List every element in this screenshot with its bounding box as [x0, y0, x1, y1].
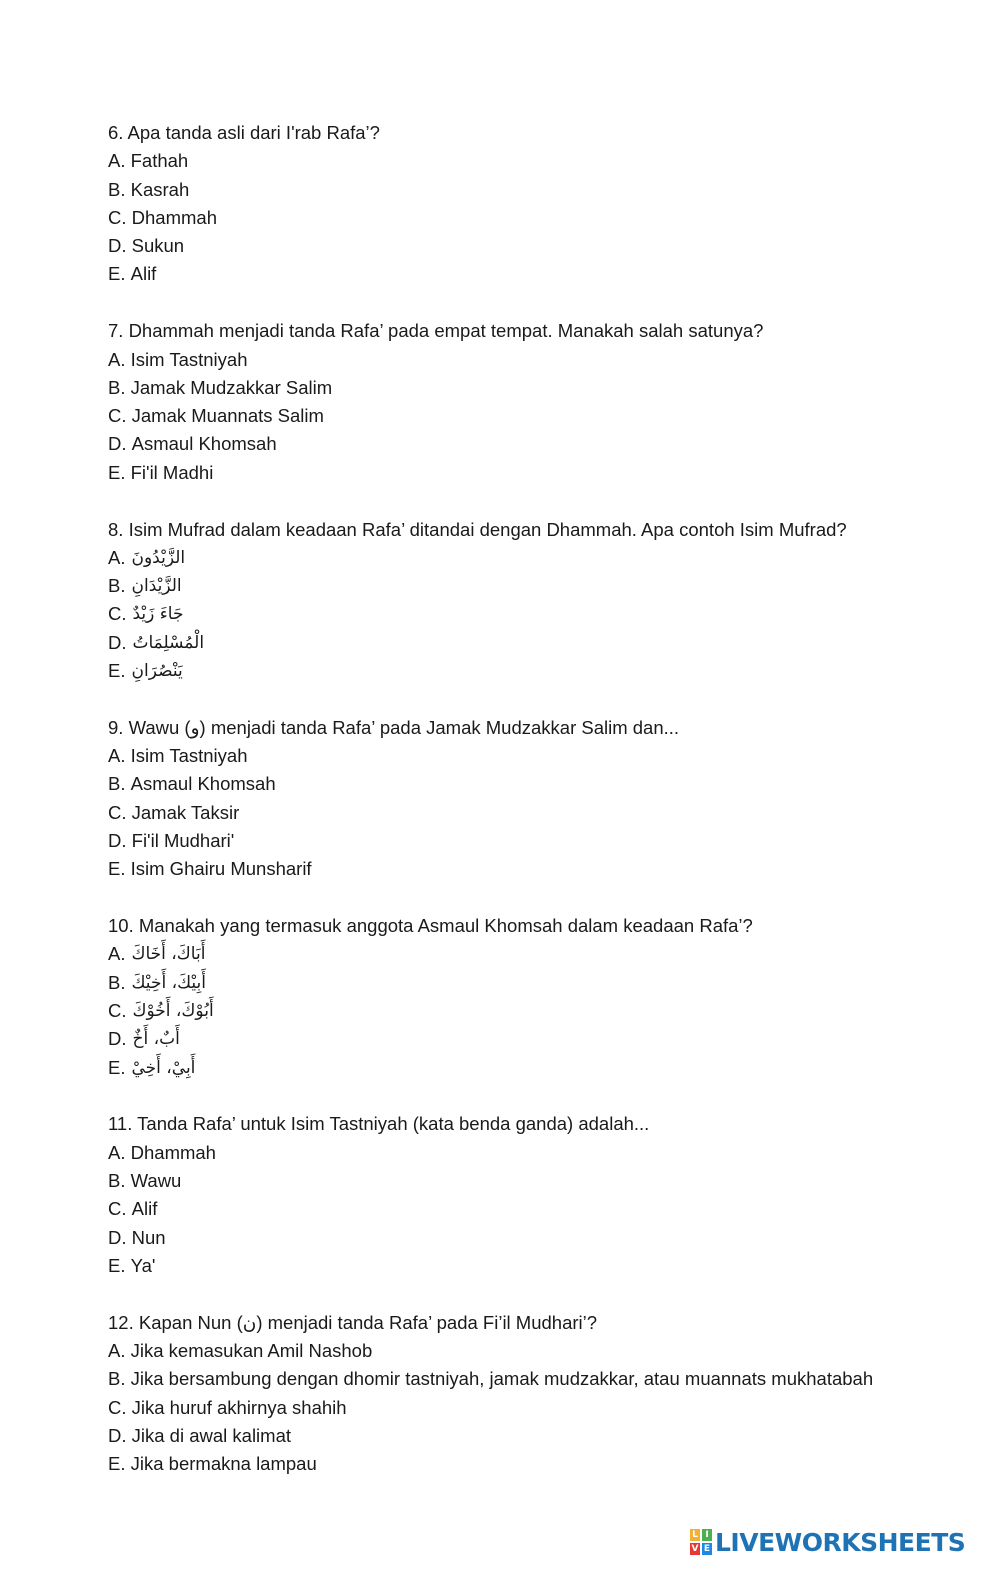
liveworksheets-logo[interactable] [690, 1527, 965, 1557]
option-arabic-text: يَنْصُرَانِ [131, 661, 183, 682]
answer-option[interactable] [108, 1139, 968, 1167]
answer-option[interactable] [108, 600, 968, 628]
logo-mark-square: E [703, 1543, 711, 1554]
option-letter: C. [108, 801, 127, 823]
option-letter: B. [108, 773, 126, 795]
option-text: Sukun [131, 235, 185, 257]
option-letter: C. [108, 1198, 127, 1220]
answer-option[interactable] [108, 969, 968, 997]
option-letter: E. [108, 660, 126, 682]
answer-option[interactable] [108, 657, 968, 685]
option-text: Asmaul Khomsah [130, 773, 276, 795]
answer-option[interactable] [108, 204, 968, 232]
answer-option[interactable] [108, 629, 968, 657]
option-text: Fi'il Madhi [130, 461, 214, 483]
option-letter: A. [108, 1141, 126, 1163]
option-letter: D. [108, 830, 127, 852]
question-prompt: 11. Tanda Rafa’ untuk Isim Tastniyah (kata benda ganda) adalah... [108, 1113, 650, 1135]
logo-mark-square: I [702, 1529, 712, 1541]
question-prompt: 7. Dhammah menjadi tanda Rafa’ pada empat tempat. Manakah salah satunya? [108, 320, 764, 342]
option-letter: A. [108, 546, 126, 568]
option-text: Wawu [130, 1170, 182, 1191]
option-letter: E. [108, 1453, 126, 1475]
option-text: Isim Tastniyah [130, 348, 248, 370]
question-prompt: 8. Isim Mufrad dalam keadaan Rafa’ ditandai dengan Dhammah. Apa contoh Isim Mufrad? [108, 518, 847, 540]
option-letter: C. [108, 603, 127, 625]
option-letter: D. [108, 433, 127, 455]
option-text: Isim Tastniyah [130, 745, 248, 767]
option-letter: B. [108, 575, 126, 597]
option-text: Kasrah [130, 178, 190, 200]
option-letter: A. [108, 943, 126, 965]
logo-mark-square: L [690, 1529, 700, 1541]
answer-option[interactable] [108, 1365, 968, 1393]
option-letter: E. [108, 1056, 126, 1078]
answer-option[interactable] [108, 572, 968, 600]
option-letter: A. [108, 1339, 126, 1361]
option-text: Alif [130, 263, 157, 285]
logo-text: LIVEWORKSHEETS [715, 1527, 966, 1557]
answer-option[interactable] [108, 374, 968, 402]
option-arabic-text: أَبٌ، أَخٌ [132, 1029, 180, 1050]
answer-option[interactable] [108, 1054, 968, 1082]
question-block [108, 516, 968, 686]
option-arabic-text: أَبُوْكَ، أَخُوْكَ [132, 1001, 214, 1022]
question-prompt: 12. Kapan Nun (ن) menjadi tanda Rafa’ pada Fi’il Mudhari’? [108, 1311, 598, 1333]
option-arabic-text: الزَّيْدَانِ [131, 576, 182, 597]
option-letter: B. [108, 1368, 126, 1390]
option-letter: B. [108, 971, 126, 993]
option-arabic-text: جَاءَ زَيْدٌ [132, 604, 184, 625]
answer-option[interactable] [108, 1422, 968, 1450]
answer-option[interactable] [108, 544, 968, 572]
answer-option[interactable] [108, 997, 968, 1025]
question-block [108, 119, 968, 289]
answer-option[interactable] [108, 1450, 968, 1478]
answer-option[interactable] [108, 1224, 968, 1252]
answer-option[interactable] [108, 176, 968, 204]
answer-option[interactable] [108, 799, 968, 827]
option-text: Jika di awal kalimat [131, 1424, 292, 1446]
option-letter: D. [108, 235, 127, 257]
question-block [108, 1309, 968, 1479]
question-prompt: 6. Apa tanda asli dari I'rab Rafa’? [108, 122, 380, 143]
option-text: Dhammah [131, 206, 217, 228]
question-prompt: 10. Manakah yang termasuk anggota Asmaul Khomsah dalam keadaan Rafa’? [108, 915, 753, 937]
answer-option[interactable] [108, 346, 968, 374]
option-letter: E. [108, 263, 126, 285]
logo-mark-square: V [691, 1543, 699, 1554]
answer-option[interactable] [108, 1252, 968, 1280]
answer-option[interactable] [108, 1167, 968, 1195]
option-text: Jamak Muannats Salim [131, 405, 324, 427]
answer-option[interactable] [108, 742, 968, 770]
option-letter: C. [108, 206, 127, 228]
answer-option[interactable] [108, 459, 968, 487]
question-prompt: 9. Wawu (و) menjadi tanda Rafa’ pada Jamak Mudzakkar Salim dan... [108, 716, 680, 738]
option-text: Asmaul Khomsah [131, 433, 277, 455]
answer-option[interactable] [108, 1195, 968, 1223]
option-text: Ya' [130, 1254, 156, 1276]
option-letter: E. [108, 858, 126, 880]
answer-option[interactable] [108, 1025, 968, 1053]
answer-option[interactable] [108, 232, 968, 260]
option-arabic-text: أَبَاكَ، أَخَاكَ [131, 944, 206, 965]
option-arabic-text: أَبِيْ، أَخِيْ [131, 1057, 196, 1078]
option-letter: D. [108, 631, 127, 653]
option-letter: E. [108, 461, 126, 483]
option-text: Nun [131, 1226, 166, 1248]
option-letter: E. [108, 1254, 126, 1276]
option-letter: B. [108, 178, 126, 200]
logo-mark-icon [690, 1529, 712, 1555]
question-block [108, 1110, 968, 1280]
answer-option[interactable] [108, 827, 968, 855]
answer-option[interactable] [108, 260, 968, 288]
answer-option[interactable] [108, 1337, 968, 1365]
option-letter: A. [108, 150, 126, 172]
option-text: Jamak Taksir [131, 801, 240, 823]
option-arabic-text: أَبِيْكَ، أَخِيْكَ [131, 972, 206, 993]
answer-option[interactable] [108, 147, 968, 175]
option-text: Jika bersambung dengan dhomir tastniyah, jamak mudzakkar, atau muannats mukhatabah [130, 1368, 874, 1390]
option-text: Fathah [130, 150, 189, 172]
option-text: Jamak Mudzakkar Salim [130, 376, 333, 398]
option-text: Isim Ghairu Munsharif [130, 858, 312, 880]
option-letter: C. [108, 405, 127, 427]
option-letter: A. [108, 348, 126, 370]
option-letter: C. [108, 1396, 127, 1418]
option-text: Alif [131, 1198, 158, 1220]
answer-option[interactable] [108, 855, 968, 883]
option-text: Dhammah [130, 1141, 216, 1163]
option-text: Jika huruf akhirnya shahih [131, 1396, 347, 1418]
answer-option[interactable] [108, 430, 968, 458]
option-text: Jika kemasukan Amil Nashob [130, 1339, 373, 1361]
answer-option[interactable] [108, 1394, 968, 1422]
option-letter: C. [108, 1000, 127, 1022]
option-letter: B. [108, 376, 126, 398]
option-arabic-text: الْمُسْلِمَاتُ [132, 632, 205, 653]
option-letter: D. [108, 1424, 127, 1446]
answer-option[interactable] [108, 940, 968, 968]
option-letter: D. [108, 1226, 127, 1248]
option-letter: A. [108, 745, 126, 767]
answer-option[interactable] [108, 770, 968, 798]
option-letter: D. [108, 1028, 127, 1050]
option-letter: B. [108, 1170, 126, 1191]
question-block [108, 912, 968, 1082]
option-text: Fi'il Mudhari' [131, 830, 235, 852]
answer-option[interactable] [108, 402, 968, 430]
option-text: Jika bermakna lampau [130, 1453, 317, 1475]
question-block [108, 317, 968, 487]
option-arabic-text: الزَّيْدُونَ [131, 547, 186, 568]
question-block [108, 714, 968, 884]
worksheet-page [108, 119, 968, 1507]
